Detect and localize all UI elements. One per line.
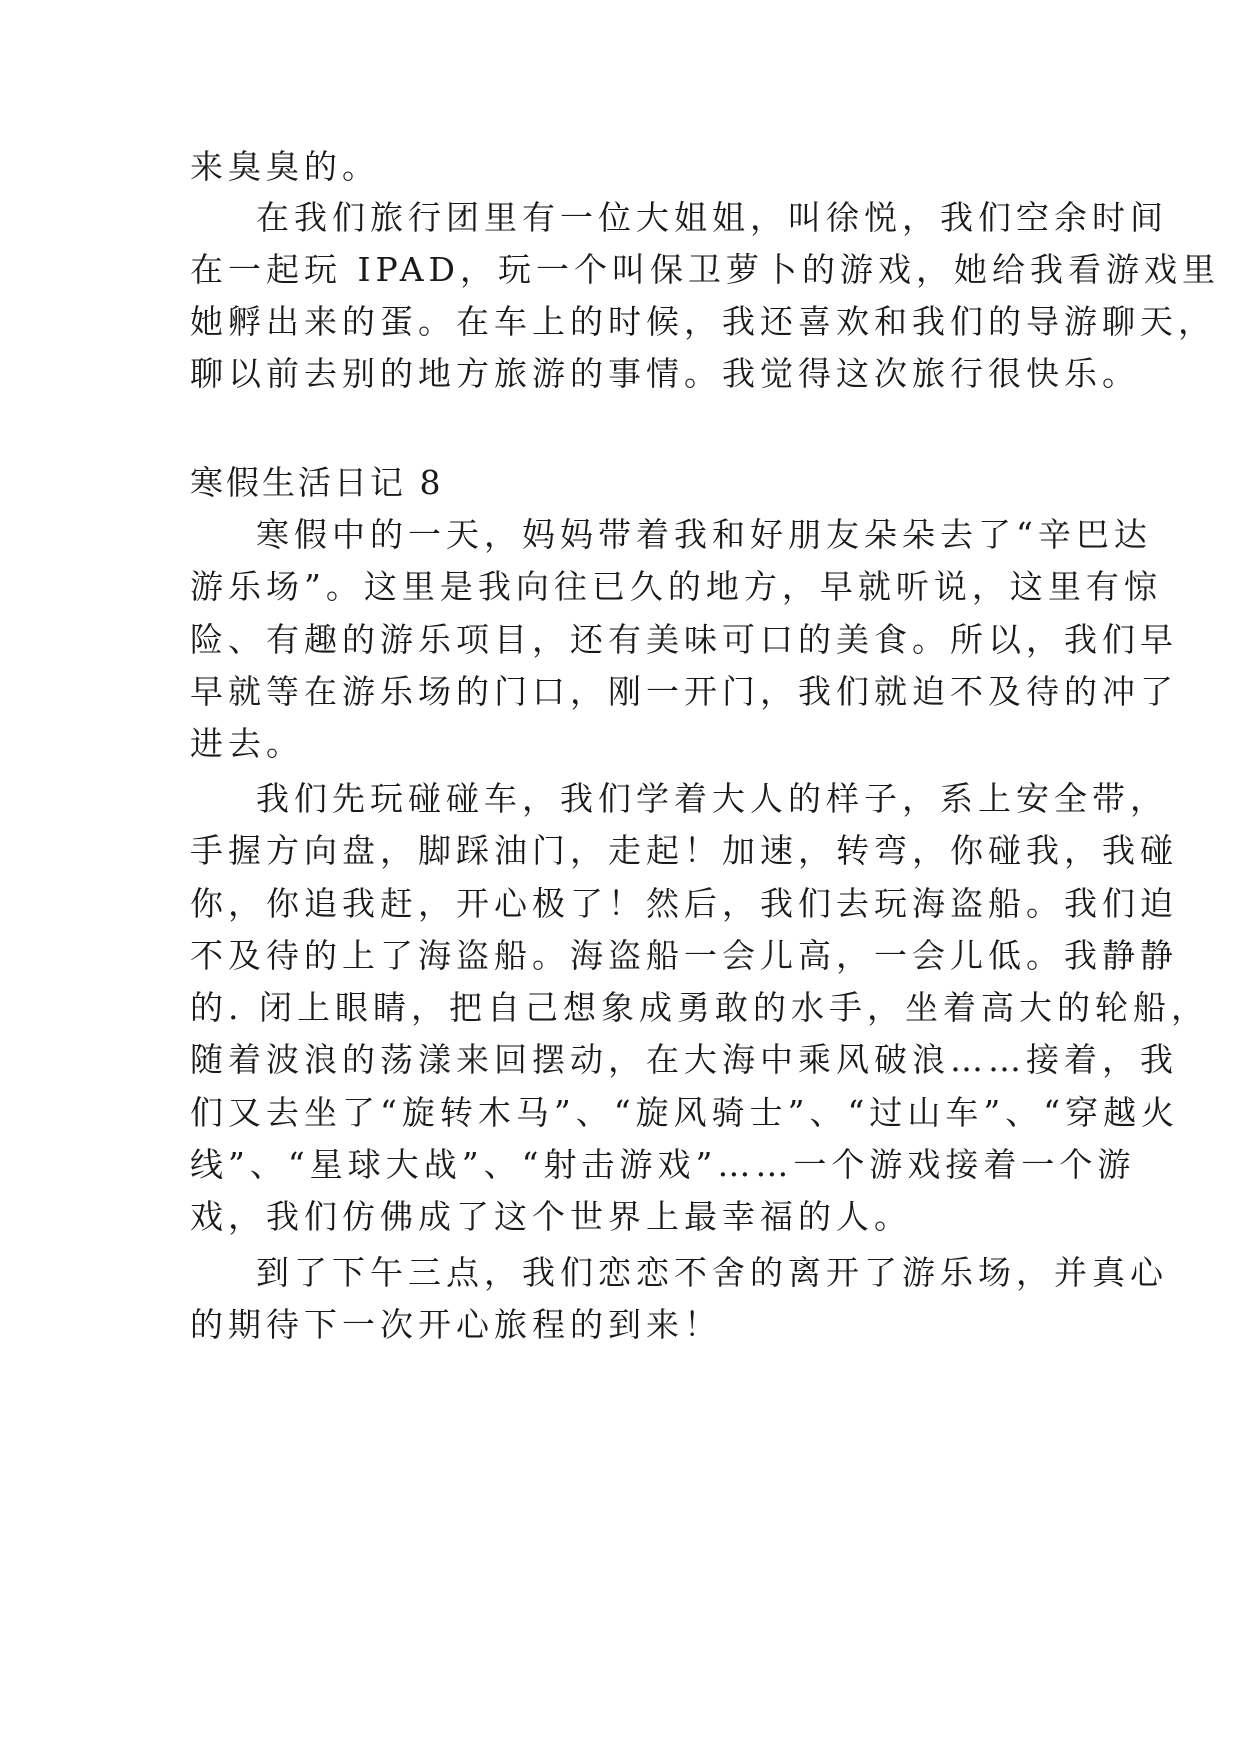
paragraph-line: 来臭臭的。 — [190, 147, 380, 186]
paragraph-line: 游乐场”。这里是我向往已久的地方，早就听说，这里有惊 — [190, 567, 1162, 606]
paragraph-line: 进去。 — [190, 724, 304, 763]
paragraph-line: 线”、“星球大战”、“射击游戏”……一个游戏接着一个游 — [190, 1145, 1136, 1184]
paragraph-line: 随着波浪的荡漾来回摆动，在大海中乘风破浪……接着，我 — [190, 1040, 1178, 1079]
paragraph-line: 我们先玩碰碰车，我们学着大人的样子，系上安全带， — [256, 779, 1168, 818]
paragraph-line: 不及待的上了海盗船。海盗船一会儿高，一会儿低。我静静 — [190, 936, 1178, 975]
paragraph-line: 你，你追我赶，开心极了！然后，我们去玩海盗船。我们迫 — [190, 884, 1178, 923]
paragraph-line: 在我们旅行团里有一位大姐姐，叫徐悦，我们空余时间 — [256, 198, 1168, 237]
paragraph-line: 早就等在游乐场的门口，刚一开门，我们就迫不及待的冲了 — [190, 672, 1178, 711]
paragraph-line: 寒假中的一天，妈妈带着我和好朋友朵朵去了“辛巴达 — [256, 515, 1152, 554]
paragraph-line: 手握方向盘，脚踩油门，走起！加速，转弯，你碰我，我碰 — [190, 831, 1178, 870]
paragraph-line: 到了下午三点，我们恋恋不舍的离开了游乐场，并真心 — [256, 1253, 1168, 1292]
paragraph-line: 在一起玩 IPAD，玩一个叫保卫萝卜的游戏，她给我看游戏里 — [190, 250, 1220, 289]
paragraph-line: 她孵出来的蛋。在车上的时候，我还喜欢和我们的导游聊天， — [190, 302, 1216, 341]
paragraph-line: 聊以前去别的地方旅游的事情。我觉得这次旅行很快乐。 — [190, 354, 1140, 393]
paragraph-line: 的. 闭上眼睛，把自己想象成勇敢的水手，坐着高大的轮船， — [190, 988, 1209, 1027]
paragraph-line: 险、有趣的游乐项目，还有美味可口的美食。所以，我们早 — [190, 620, 1178, 659]
paragraph-line: 的期待下一次开心旅程的到来！ — [190, 1305, 722, 1344]
section-heading: 寒假生活日记 8 — [190, 463, 444, 502]
paragraph-line: 戏，我们仿佛成了这个世界上最幸福的人。 — [190, 1197, 912, 1236]
paragraph-line: 们又去坐了“旋转木马”、“旋风骑士”、“过山车”、“穿越火 — [190, 1093, 1180, 1132]
